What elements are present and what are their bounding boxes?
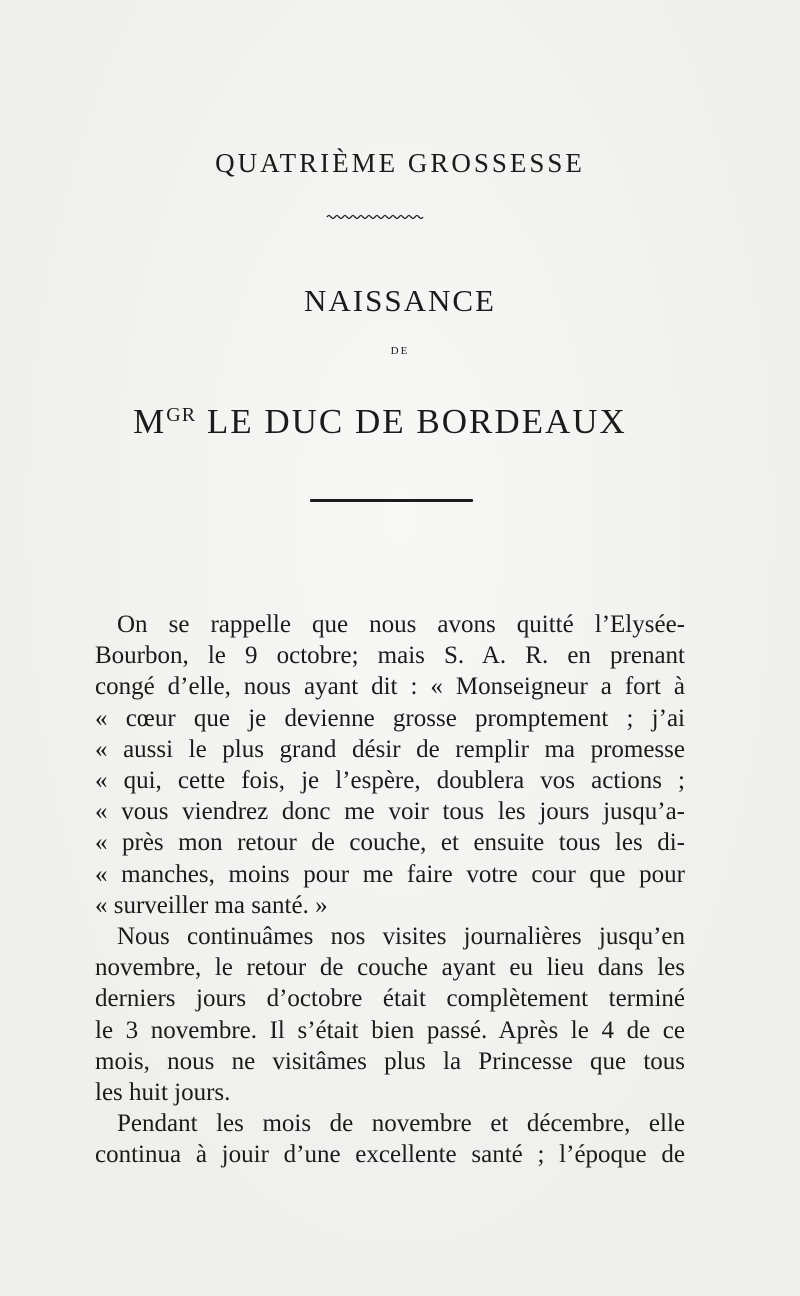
paragraph-3 [95,1108,685,1170]
text-line: mois, nous ne visitâmes plus la Princesse que tous [95,1047,685,1075]
text-line: Nous continuâmes nos visites journalières jusqu’en [117,923,685,951]
text-line: « surveiller ma santé. » [95,891,328,919]
body-text [95,609,685,1171]
text-line: « vous viendrez donc me voir tous les jours jusqu’a- [95,798,685,826]
text-line: continua à jouir d’une excellente santé ; l’époque de [95,1141,685,1169]
wavy-ornament [325,212,425,222]
text-line: Bourbon, le 9 octobre; mais S. A. R. en prenant [95,642,685,670]
heading-msup: $M^{GR}$ [133,402,197,441]
heading-naissance: NAISSANCE [304,283,496,318]
text-line: congé d’elle, nous ayant dit : « Monseigneur a fort à [95,673,685,701]
text-line: « manches, moins pour me faire votre cour que pour [95,860,685,888]
text-line: le 3 novembre. Il s’était bien passé. Après le 4 de ce [95,1016,685,1044]
heading-de: DE [390,345,410,357]
heading-duc [0,402,760,442]
section-title: QUATRIÈME GROSSESSE [215,148,585,178]
paragraph-1 [95,609,685,921]
paragraph-2 [95,921,685,1108]
heading-duc-name: LE DUC DE BORDEAUX [206,402,627,441]
text-line: novembre, le retour de couche ayant eu lieu dans les [95,954,685,982]
text-line: derniers jours d’octobre était complètement terminé [95,985,685,1013]
separator-rule [310,499,473,502]
text-line: les huit jours. [95,1079,231,1107]
text-line: « cœur que je devienne grosse promptement ; j’ai [95,704,685,732]
text-line: « aussi le plus grand désir de remplir ma promesse [95,735,685,763]
text-line: « qui, cette fois, je l’espère, doublera vos actions ; [95,767,685,795]
text-line: On se rappelle que nous avons quitté l’Elysée- [117,611,685,638]
text-line: « près mon retour de couche, et ensuite tous les di- [95,829,685,857]
text-line: Pendant les mois de novembre et décembre, elle [117,1110,685,1138]
